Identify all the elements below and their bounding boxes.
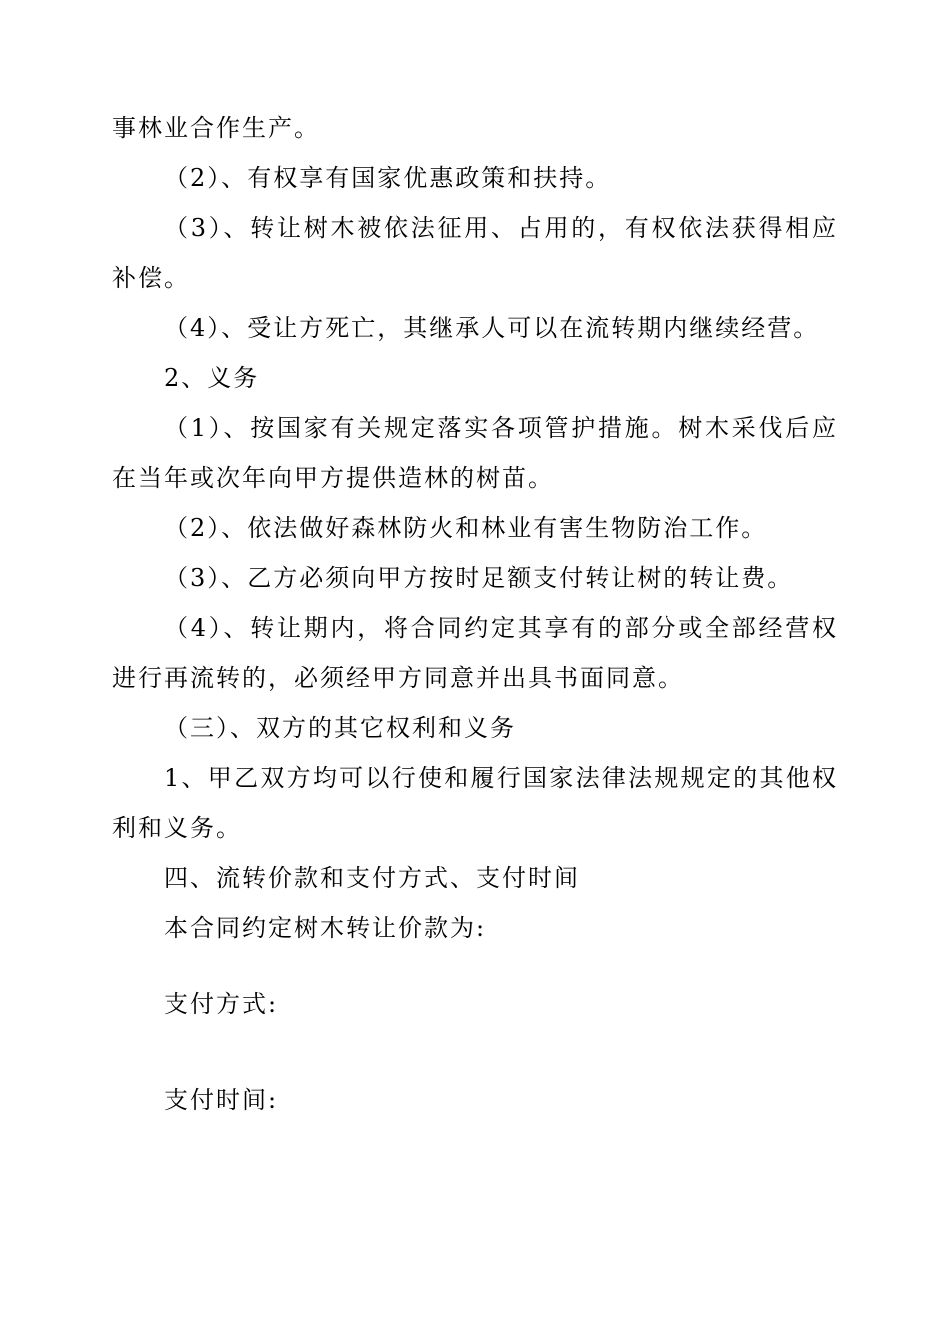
section-heading: 四、流转价款和支付方式、支付时间 xyxy=(164,864,580,892)
payment-method-label: 支付方式: xyxy=(164,990,279,1018)
text-line: （3）、转让树木被依法征用、占用的，有权依法获得相应 xyxy=(164,214,838,242)
text-line: （2）、有权享有国家优惠政策和扶持。 xyxy=(164,164,612,192)
text-line: （4）、转让期内，将合同约定其享有的部分或全部经营权 xyxy=(164,614,838,642)
section-heading: 2、义务 xyxy=(164,364,260,392)
section-heading: （三）、双方的其它权利和义务 xyxy=(164,714,516,742)
text-line: 补偿。 xyxy=(112,264,190,292)
text-line: 利和义务。 xyxy=(112,814,242,842)
text-line: 1、甲乙双方均可以行使和履行国家法律法规规定的其他权 xyxy=(164,764,838,792)
text-line: 在当年或次年向甲方提供造林的树苗。 xyxy=(112,464,554,492)
text-line: 事林业合作生产。 xyxy=(112,114,320,142)
text-line: （1）、按国家有关规定落实各项管护措施。树木采伐后应 xyxy=(164,414,838,442)
text-line: （3）、乙方必须向甲方按时足额支付转让树的转让费。 xyxy=(164,564,794,592)
text-line: （2）、依法做好森林防火和林业有害生物防治工作。 xyxy=(164,514,768,542)
text-line: （4）、受让方死亡，其继承人可以在流转期内继续经营。 xyxy=(164,314,820,342)
payment-time-label: 支付时间: xyxy=(164,1086,279,1114)
price-label: 本合同约定树木转让价款为: xyxy=(164,914,487,942)
text-line: 进行再流转的，必须经甲方同意并出具书面同意。 xyxy=(112,664,684,692)
